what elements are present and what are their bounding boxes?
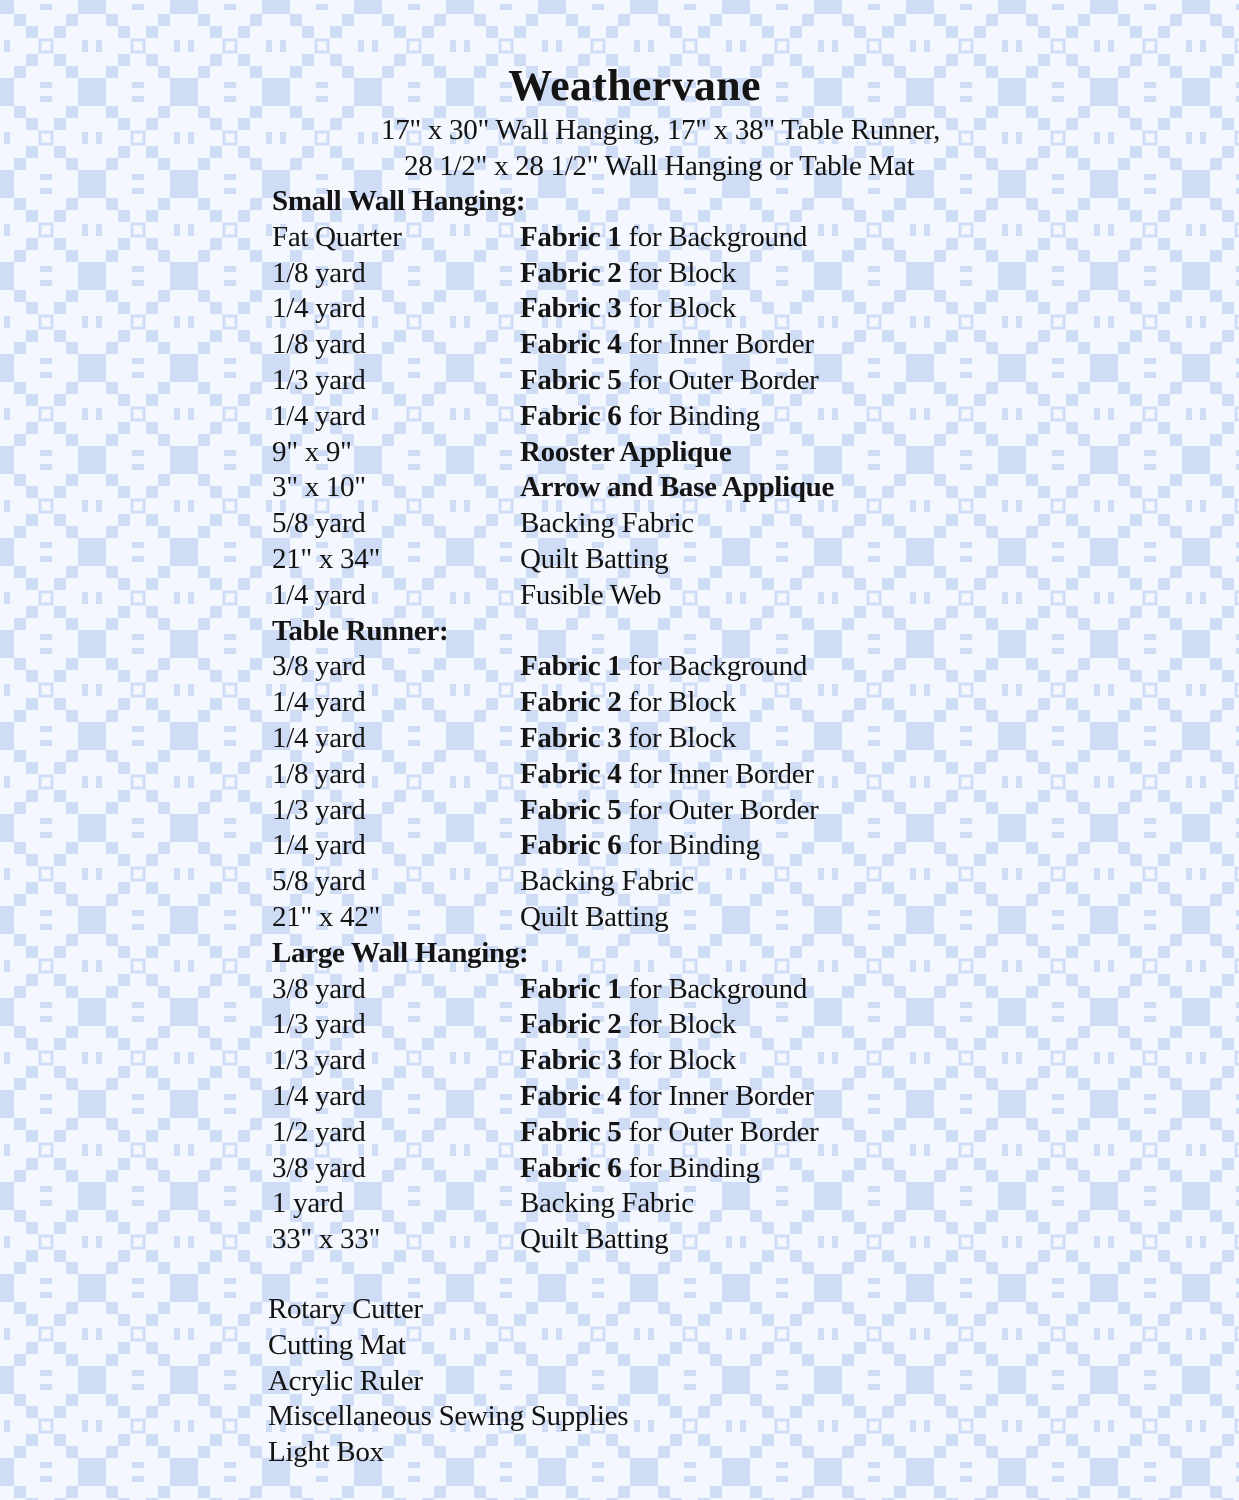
supply-item-text: for Inner Border [621,328,814,361]
supply-item-text: for Outer Border [621,363,819,396]
supply-item [520,470,834,506]
supply-item [520,220,807,256]
supply-row [272,1079,972,1115]
supply-row [272,1007,972,1043]
supply-item-text: Fusible Web [520,578,662,611]
tool-item: Miscellaneous Sewing Supplies [268,1400,629,1433]
supply-quantity: 5/8 yard [272,507,366,540]
supply-quantity: 1/2 yard [272,1115,366,1148]
supply-quantity: 33" x 33" [272,1223,380,1256]
supply-item-text: for Background [621,220,808,253]
subtitle-line-1: 17" x 30" Wall Hanging, 17" x 38" Table Runner, [381,114,941,146]
section-heading: Small Wall Hanging: [272,185,526,217]
supply-item-text: for Inner Border [621,757,814,790]
supply-item-text: Quilt Batting [520,1223,669,1256]
supply-item [520,1186,694,1222]
supply-item-bold: Fabric 3 [520,1044,622,1077]
supply-item-text: Backing Fabric [520,1187,694,1220]
supply-item-text: for Binding [621,1151,760,1184]
supply-item [520,435,731,471]
supply-row [272,291,972,327]
supply-item [520,972,807,1008]
subtitle-line-2: 28 1/2" x 28 1/2" Wall Hanging or Table Mat [404,150,915,182]
supply-row [272,1151,972,1187]
supply-item [520,363,819,399]
supply-item [520,1115,819,1151]
supply-item-text: for Block [621,292,737,325]
supply-item [520,793,819,829]
supply-item-bold: Fabric 1 [520,650,622,683]
supply-quantity: 1/8 yard [272,328,366,361]
supply-quantity: 1/3 yard [272,1008,366,1041]
tool-item: Rotary Cutter [268,1293,423,1325]
supply-item [520,828,760,864]
supply-quantity: 5/8 yard [272,865,366,898]
supply-item [520,1079,814,1115]
supply-item-bold: Fabric 4 [520,757,622,790]
supply-item-bold: Rooster Applique [520,435,732,468]
supply-item [520,542,668,578]
supply-item-text: for Inner Border [621,1079,814,1112]
supply-item [520,1222,668,1258]
supply-quantity: 1/4 yard [272,829,366,862]
supply-quantity: 1/3 yard [272,1044,366,1077]
supply-item-text: for Outer Border [621,1115,819,1148]
supply-row [272,1115,972,1151]
supply-item-text: for Outer Border [621,793,819,826]
supply-list [272,184,972,1258]
section-heading: Large Wall Hanging: [272,936,529,969]
supply-item [520,578,661,614]
supply-row [272,828,972,864]
supply-item-text: Backing Fabric [520,865,694,898]
supply-item-bold: Fabric 4 [520,1079,622,1112]
supply-item [520,649,807,685]
supply-item-text: for Block [621,256,737,289]
supply-item-text: for Block [621,721,737,754]
supply-row [272,649,972,685]
supply-item-text: for Binding [621,829,760,862]
supply-quantity: 1/8 yard [272,757,366,790]
section-heading: Table Runner: [272,614,449,647]
supply-item [520,685,736,721]
supply-row [272,327,972,363]
supply-item [520,399,760,435]
supply-quantity: 3/8 yard [272,1151,366,1184]
tool-item: Light Box [268,1436,384,1469]
supply-item-text: for Block [621,686,737,719]
supply-row [272,578,972,614]
supply-item-bold: Fabric 5 [520,363,622,396]
supply-row [272,685,972,721]
supply-item-text: Quilt Batting [520,542,669,575]
supply-item-text: for Binding [621,399,760,432]
supply-item [520,1151,760,1187]
supply-row [272,506,972,542]
supply-quantity: 3/8 yard [272,650,366,683]
supply-row [272,1186,972,1222]
supply-row [272,864,972,900]
supply-quantity: 1/8 yard [272,256,366,289]
supply-item-bold: Fabric 6 [520,1151,622,1184]
supply-item [520,900,668,936]
supply-row [272,757,972,793]
supply-quantity: 9" x 9" [272,435,352,468]
supply-item [520,757,814,793]
tool-item: Cutting Mat [268,1328,406,1361]
supply-row [272,1222,972,1258]
page-title: Weathervane [508,61,761,110]
supply-row [272,721,972,757]
supply-quantity: 1/4 yard [272,721,366,754]
supply-quantity: 1/3 yard [272,363,366,396]
supply-item-bold: Arrow and Base Applique [520,471,835,504]
supply-quantity: 1/4 yard [272,578,366,611]
supply-item-text: for Background [621,972,808,1005]
supply-quantity: 1 yard [272,1187,344,1220]
supply-quantity: 21" x 34" [272,542,380,575]
supply-quantity: Fat Quarter [272,220,402,253]
supply-item-bold: Fabric 5 [520,1115,622,1148]
tool-item: Acrylic Ruler [268,1364,423,1397]
supply-quantity: 3/8 yard [272,972,366,1005]
supply-item-bold: Fabric 3 [520,292,622,325]
supply-item-bold: Fabric 3 [520,721,622,754]
supply-row [272,542,972,578]
supply-item-text: Backing Fabric [520,507,694,540]
supply-quantity: 1/4 yard [272,686,366,719]
supply-row [272,793,972,829]
tools-list [268,1292,628,1471]
supply-item-bold: Fabric 5 [520,793,622,826]
supply-row [272,435,972,471]
supply-quantity: 1/4 yard [272,399,366,432]
supply-item-text: for Block [621,1044,737,1077]
supply-row [272,900,972,936]
supply-row [272,399,972,435]
supply-quantity: 1/3 yard [272,793,366,826]
supply-quantity: 3" x 10" [272,471,366,504]
supply-item-bold: Fabric 2 [520,686,622,719]
supply-row [272,972,972,1008]
supply-item [520,1043,736,1079]
supply-row [272,256,972,292]
supply-row [272,470,972,506]
supply-item-bold: Fabric 4 [520,328,622,361]
supply-item [520,864,694,900]
supply-item [520,1007,736,1043]
supply-item-bold: Fabric 2 [520,1008,622,1041]
supply-item [520,506,694,542]
supply-quantity: 1/4 yard [272,1079,366,1112]
supply-item [520,721,736,757]
supply-item [520,256,736,292]
supply-row [272,220,972,256]
supply-row [272,1043,972,1079]
supply-item-bold: Fabric 1 [520,972,622,1005]
supply-quantity: 1/4 yard [272,292,366,325]
supply-item-text: Quilt Batting [520,900,669,933]
supply-quantity: 21" x 42" [272,900,380,933]
supply-item-bold: Fabric 1 [520,220,622,253]
supply-item [520,291,736,327]
supply-item-bold: Fabric 6 [520,399,622,432]
supply-item-text: for Background [621,650,808,683]
supply-row [272,363,972,399]
supply-item-bold: Fabric 6 [520,829,622,862]
supply-item-bold: Fabric 2 [520,256,622,289]
supply-item [520,327,814,363]
supply-item-text: for Block [621,1008,737,1041]
